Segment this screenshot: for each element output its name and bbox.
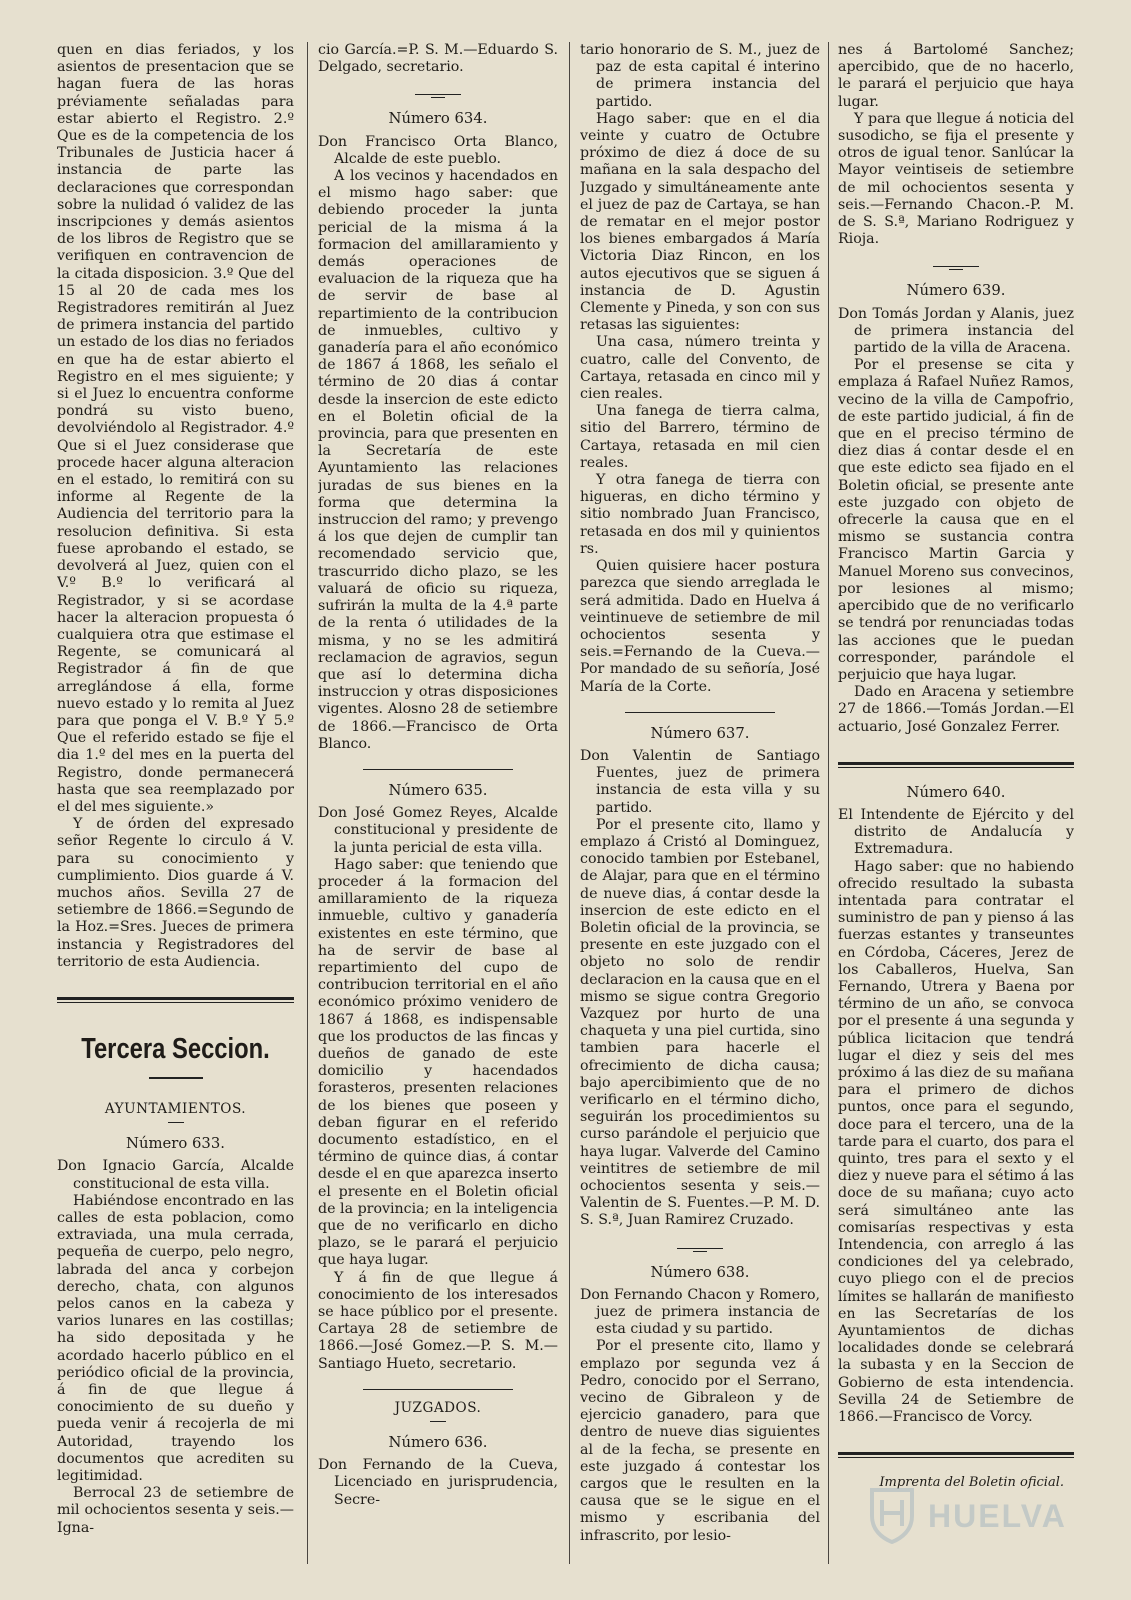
paragraph: Y á fin de que llegue á conocimiento de los interesados se hace público por el presente. Cartaya 28 de setiembre de 1866.—José Gomez.—P. S. M.—Santiago Hueto, secretario.: [318, 1269, 558, 1372]
paragraph: Y de órden del expresado señor Regente lo circulo á V. para su conocimiento y cumplimiento. Dios guarde á V. muchos años. Sevilla 27 de setiembre de 1866.=Segundo de la Hoz.=Sres. Jueces de primera instancia y Registradores del territorio de esta Audiencia.: [57, 816, 294, 970]
subsection-heading: JUZGADOS.: [394, 1399, 482, 1416]
ornament-rule: [933, 266, 979, 270]
notice-heading: Don José Gomez Reyes, Alcalde constitucional y presidente de la junta pericial de esta villa.: [318, 805, 558, 856]
paragraph: Habiéndose encontrado en las calles de esta poblacion, como extraviada, una mula cerrada, pequeña de cuerpo, pelo negro, labrada del anca y corbejon derecho, chata, con algunos pelos canos en la cabeza y varios lunares en las costillas; ha sido depositada y he acordado hacerlo público en el periódico oficial de la provincia, á fin de que llegue á conocimiento de su dueño y pueda venir á recojerla de mi Autoridad, trayendo los documentos que acrediten su legitimidad.: [57, 1192, 294, 1485]
paragraph: Una casa, número treinta y cuatro, calle del Convento, de Cartaya, retasada en cinco mil y cien reales.: [580, 334, 820, 403]
notice-heading: Don Tomás Jordan y Alanis, juez de primera instancia del partido de la villa de Aracena.: [838, 305, 1074, 357]
column-2: [318, 42, 558, 1567]
notice-heading: Don Fernando Chacon y Romero, juez de primera instancia de esta ciudad y su partido.: [580, 1286, 820, 1338]
notice-number: Número 633.: [126, 1135, 225, 1153]
notice-number: Número 639.: [906, 282, 1006, 300]
ornament-rule: [677, 1248, 723, 1252]
paragraph: Dado en Aracena y setiembre 27 de 1866.—Tomás Jordan.—El actuario, José Gonzalez Ferrer.: [838, 684, 1074, 735]
paragraph: A los vecinos y hacendados en el mismo hago saber: que debiendo proceder la junta pericial de la misma á la formacion del amillaramiento y demás operaciones de evaluacion de la riqueza que ha de servir de base al repartimiento de la contribucion de inmuebles, cultivo y ganadería para el año económico de 1867 á 1868, les señalo el término de 20 dias á contar desde la insercion de este edicto en el Boletin oficial de la provincia, para que presenten en la Secretaría de este Ayuntamiento las relaciones juradas de sus bienes en la forma que determina la instruccion del ramo; y prevengo á los que dejen de cumplir tan recomendado servicio que, trascurrido dicho plazo, se les valuará de oficio su riqueza, sufrirán la multa de la 4.ª parte de la renta ó utilidades de la misma, y no se les admitirá reclamacion de agravios, segun que así lo determina dicha instruccion y otras disposiciones vigentes. Alosno 28 de setiembre de 1866.—Francisco de Orta Blanco.: [318, 168, 558, 752]
paragraph: Y otra fanega de tierra con higueras, en dicho término y sitio nombrado Juan Francisco, retasada en dos mil y quinientos rs.: [580, 472, 820, 557]
notice-number: Número 638.: [650, 1263, 750, 1281]
notice-number: Número 637.: [650, 724, 750, 742]
printer-imprint: Imprenta del Boletin oficial.: [879, 1475, 1064, 1491]
ornament-rule: [149, 1077, 203, 1079]
notice-number: Número 640.: [906, 783, 1006, 801]
paragraph: Por el presente cito, llamo y emplazo á Cristó al Dominguez, conocido tambien por Estebanel, de Alajar, para que en el término de nueve dias, á contar desde la insercion de este edicto en el Boletin oficial de la provincia, se presente en este juzgado con el objeto no solo de rendir declaracion en la causa que en el mismo se sigue contra Gregorio Vazquez por hurto de una chaqueta y una piel curtida, sino tambien para hacerle el ofrecimiento de dicha causa; bajo apercibimiento que de no verificarlo en el término dicho, seguirán los procedimientos su curso parándole el perjuicio que haya lugar. Valverde del Camino veintitres de setiembre de mil ochocientos sesenta y seis.—Valentin de S. Fuentes.—P. M. D. S. S.ª, Juan Ramirez Cruzado.: [580, 816, 820, 1229]
subsection-heading: AYUNTAMIENTOS.: [104, 1100, 247, 1117]
watermark: [922, 1486, 1082, 1548]
notice-heading: Don Francisco Orta Blanco, Alcalde de este pueblo.: [318, 133, 558, 167]
column-rule: [828, 42, 829, 1564]
short-rule: [430, 1421, 446, 1422]
paragraph: quen en dias feriados, y los asientos de presentacion que se hagan fuera de las horas préviamente señaladas para estar abierto el Registro. 2.º Que es de la competencia de los Tribunales de Justicia hacer á instancia de parte las declaraciones que correspondan sobre la nulidad ó validez de las inscripciones y demás asientos de los libros de Registro que se verifiquen en contravencion de la citada disposicion. 3.º Que del 15 al 20 de cada mes los Registradores remitirán al Juez de primera instancia del partido un estado de los dias no feriados en que ha de estar abierto el Registro en el mes siguiente; y si el Juez lo encuentra conforme pondrá su visto bueno, devolviéndolo al Registrador. 4.º Que si el Juez considerase que procede hacer alguna alteracion en el estado, lo remitirá con su informe al Regente de la Audiencia del territorio para la resolucion definitiva. Si esta fuese aprobando el estado, se devolverá al Juez, quien con el V.º B.º lo verificará al Registrador, y si se acordase hacer la alteracion propuesta ó cualquiera otra que estimase el Regente, se comunicará al Registrador á fin de que arreglándose á ella, forme nuevo estado y lo remita al Juez para que ponga el V. B.º Y 5.º Que el referido estado se fije el dia 1.º del mes en la puerta del Registro, donde permanecerá hasta que sea reemplazado por el del mes siguiente.»: [57, 42, 294, 815]
shield-icon: [868, 1486, 916, 1544]
section-divider: [838, 1452, 1074, 1458]
paragraph: Hago saber: que no habiendo ofrecido resultado la subasta intentada para contratar el suministro de pan y pienso á las fuerzas estantes y transeuntes en Córdoba, Cáceres, Jerez de los Caballeros, Huelva, San Fernando, Utrera y Baena por término de un año, se convoca por el presente á una segunda y pública licitacion que tendrá lugar el diez y seis del mes próximo á las diez de su mañana para el primero de dichos puntos, once para el segundo, doce para el tercero, una de la tarde para el cuarto, dos para el quinto, tres para el sexto y el diez y nueve para el sétimo á las doce de su mañana; cuyo acto será simultáneo ante las comisarías respectivas y esta Intendencia, con arreglo á las condiciones del ya celebrado, cuyo pliego con el de precios límites se hallarán de manifiesto en las Secretarías de los Ayuntamientos de dichas localidades donde se celebrará la subasta y en la Seccion de Gobierno de esta intendencia. Sevilla 24 de Setiembre de 1866.—Francisco de Vorcy.: [838, 858, 1074, 1426]
separator-rule: [363, 769, 513, 770]
watermark-text: HUELVA: [928, 1498, 1067, 1534]
paragraph: Hago saber: que teniendo que proceder á la formacion del amillaramiento de la riqueza inmueble, cultivo y ganadería existentes en este término, que ha de servir de base al repartimiento del cupo de contribucion territorial en el año económico próximo venidero de 1867 á 1868, es indispensable que los productos de las fincas y dueños de ganado de este domicilio y hacendados forasteros, presenten relaciones de los bienes que poseen y deban figurar en el referido documento estadístico, en el término de quince dias, á contar desde el en que aparezca inserto el presente en el Boletin oficial de la provincia; en la inteligencia que de no verificarlo en dicho plazo, se le parará el perjuicio que haya lugar.: [318, 856, 558, 1269]
paragraph: Hago saber: que en el dia veinte y cuatro de Octubre próximo de diez á doce de su mañana en la sala despacho del Juzgado y simultáneamente ante el juez de paz de Cartaya, se han de rematar en el mejor postor los bienes embargados á María Victoria Diaz Rincon, en los autos ejecutivos que se siguen á instancia de D. Agustin Clemente y Pineda, y son con sus retasas las siguientes:: [580, 110, 820, 334]
paragraph: Quien quisiere hacer postura parezca que siendo arreglada le será admitida. Dado en Huelva á veintinueve de setiembre de mil ochocientos sesenta y seis.=Fernando de la Cueva.—Por mandado de su señoría, José María de la Corte.: [580, 558, 820, 695]
separator-rule: [625, 712, 775, 713]
paragraph: Y para que llegue á noticia del susodicho, se fija el presente y otros de igual tenor. Sanlúcar la Mayor veintiseis de setiembre de mil ochocientos sesenta y seis.—Fernando Chacon.-P. M. de S. S.ª, Mariano Rodriguez y Rioja.: [838, 110, 1074, 248]
section-divider: [57, 997, 294, 1003]
section-title: Tercera Seccion.: [81, 1032, 270, 1065]
notice-heading: Don Fernando de la Cueva, Licenciado en jurisprudencia, Secre-: [318, 1457, 558, 1508]
notice-number: Número 636.: [388, 1434, 488, 1452]
column-rule: [307, 42, 308, 1564]
paragraph: cio García.=P. S. M.—Eduardo S. Delgado, secretario.: [318, 42, 558, 76]
notice-heading: tario honorario de S. M., juez de paz de esta capital é interino de primera instancia del partido.: [580, 42, 820, 110]
column-1: [57, 42, 294, 1567]
column-rule: [569, 42, 570, 1564]
separator-rule: [363, 1389, 513, 1390]
short-rule: [168, 1122, 184, 1123]
section-divider: [838, 762, 1074, 768]
paragraph: Por el presense se cita y emplaza á Rafael Nuñez Ramos, vecino de la villa de Campofrio, de este partido judicial, á fin de que en el preciso término de diez dias á contar desde el en que este edicto sea fijado en el Boletin oficial, se presente ante este juzgado con objeto de ofrecerle la causa que en el mismo se sustancia contra Francisco Martin Garcia y Manuel Moreno sus convecinos, por lesiones al mismo; apercibido que de no verificarlo se tendrá por renunciadas todas las acciones que le puedan corresponder, parándole el perjuicio que haya lugar.: [838, 357, 1074, 683]
notice-heading: El Intendente de Ejército y del distrito de Andalucía y Extremadura.: [838, 806, 1074, 858]
column-4: [838, 42, 1074, 1567]
paragraph: Una fanega de tierra calma, sitio del Barrero, término de Cartaya, retasada en mil cien reales.: [580, 403, 820, 471]
column-3: [580, 42, 820, 1567]
paragraph: Por el presente cito, llamo y emplazo por segunda vez á Pedro, conocido por el Serrano, vecino de Gibraleon y de ejercicio ganadero, para que dentro de nueve dias siguientes al de la fecha, se presente en este juzgado á contestar los cargos que le resulten en la causa que se le sigue en el mismo y escribania del infrascrito, por lesio-: [580, 1338, 820, 1544]
notice-heading: Don Valentin de Santiago Fuentes, juez de primera instancia de esta villa y su partido.: [580, 747, 820, 816]
ornament-rule: [415, 94, 461, 98]
paragraph: Berrocal 23 de setiembre de mil ochocientos sesenta y seis.—Igna-: [57, 1485, 294, 1536]
notice-number: Número 635.: [388, 781, 488, 799]
notice-heading: Don Ignacio García, Alcalde constitucional de esta villa.: [57, 1158, 294, 1192]
notice-number: Número 634.: [388, 110, 488, 128]
paragraph: nes á Bartolomé Sanchez; apercibido, que de no hacerlo, le parará el perjuicio que haya lugar.: [838, 42, 1074, 110]
